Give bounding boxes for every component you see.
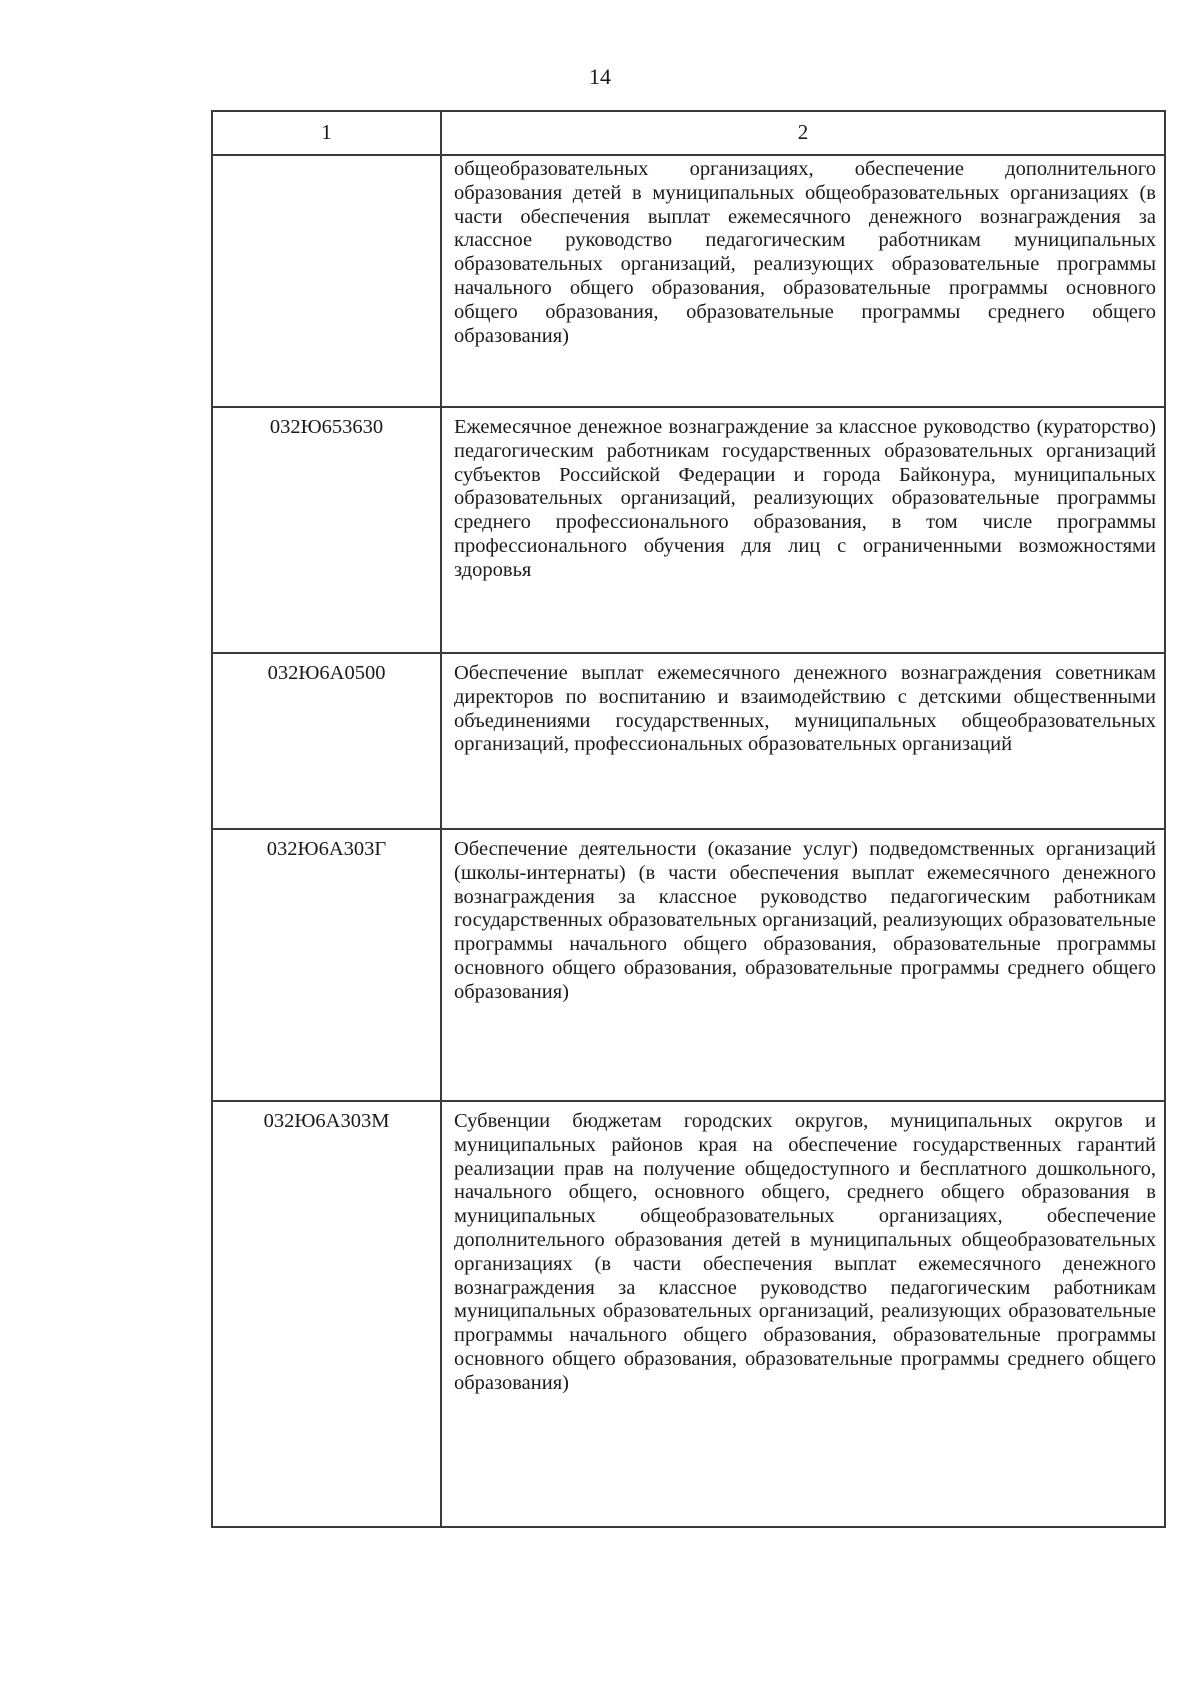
column-header-2: 2	[441, 111, 1165, 155]
budget-code-cell: 032Ю6А0500	[212, 653, 441, 829]
budget-code-cell: 032Ю653630	[212, 407, 441, 653]
page-number: 14	[589, 64, 611, 89]
budget-code-table	[211, 110, 1166, 1528]
description-cell: общеобразовательных организациях, обеспечение дополнительного образования детей в муниципальных общеобразовательных организациях (в части обеспечения выплат ежемесячного денежного вознаграждения за классное руководство педагогическим работникам муниципальных образовательных организаций, реализующих образовательные программы начального общего образования, образовательные программы основного общего образования, образовательные программы среднего общего образования)	[441, 155, 1165, 407]
table-row	[212, 1101, 1165, 1527]
description-cell: Субвенции бюджетам городских округов, муниципальных округов и муниципальных районов края на обеспечение государственных гарантий реализации прав на получение общедоступного и бесплатного дошкольного, начального общего, основного общего, среднего общего образования в муниципальных общеобразовательных организациях, обеспечение дополнительного образования детей в муниципальных общеобразовательных организациях (в части обеспечения выплат ежемесячного денежного вознаграждения за классное руководство педагогическим работникам муниципальных образовательных организаций, реализующих образовательные программы начального общего образования, образовательные программы основного общего образования, образовательные программы среднего общего образования)	[441, 1101, 1165, 1527]
table-header-row	[212, 111, 1165, 155]
table-row	[212, 155, 1165, 407]
table-row	[212, 829, 1165, 1101]
budget-code-cell	[212, 155, 441, 407]
description-cell: Обеспечение деятельности (оказание услуг) подведомственных организаций (школы-интернаты) (в части обеспечения выплат ежемесячного денежного вознаграждения за классное руководство педагогическим работникам государственных образовательных организаций, реализующих образовательные программы начального общего образования, образовательные программы основного общего образования, образовательные программы среднего общего образования)	[441, 829, 1165, 1101]
table-row	[212, 653, 1165, 829]
table-row	[212, 407, 1165, 653]
description-cell: Ежемесячное денежное вознаграждение за классное руководство (кураторство) педагогическим работникам государственных образовательных организаций субъектов Российской Федерации и города Байконура, муниципальных образовательных организаций, реализующих образовательные программы среднего профессионального образования, в том числе программы профессионального обучения для лиц с ограниченными возможностями здоровья	[441, 407, 1165, 653]
description-cell: Обеспечение выплат ежемесячного денежного вознаграждения советникам директоров по воспитанию и взаимодействию с детскими общественными объединениями государственных, муниципальных общеобразовательных организаций, профессиональных образовательных организаций	[441, 653, 1165, 829]
budget-code-cell: 032Ю6А303Г	[212, 829, 441, 1101]
column-header-1: 1	[212, 111, 441, 155]
budget-code-cell: 032Ю6А303М	[212, 1101, 441, 1527]
